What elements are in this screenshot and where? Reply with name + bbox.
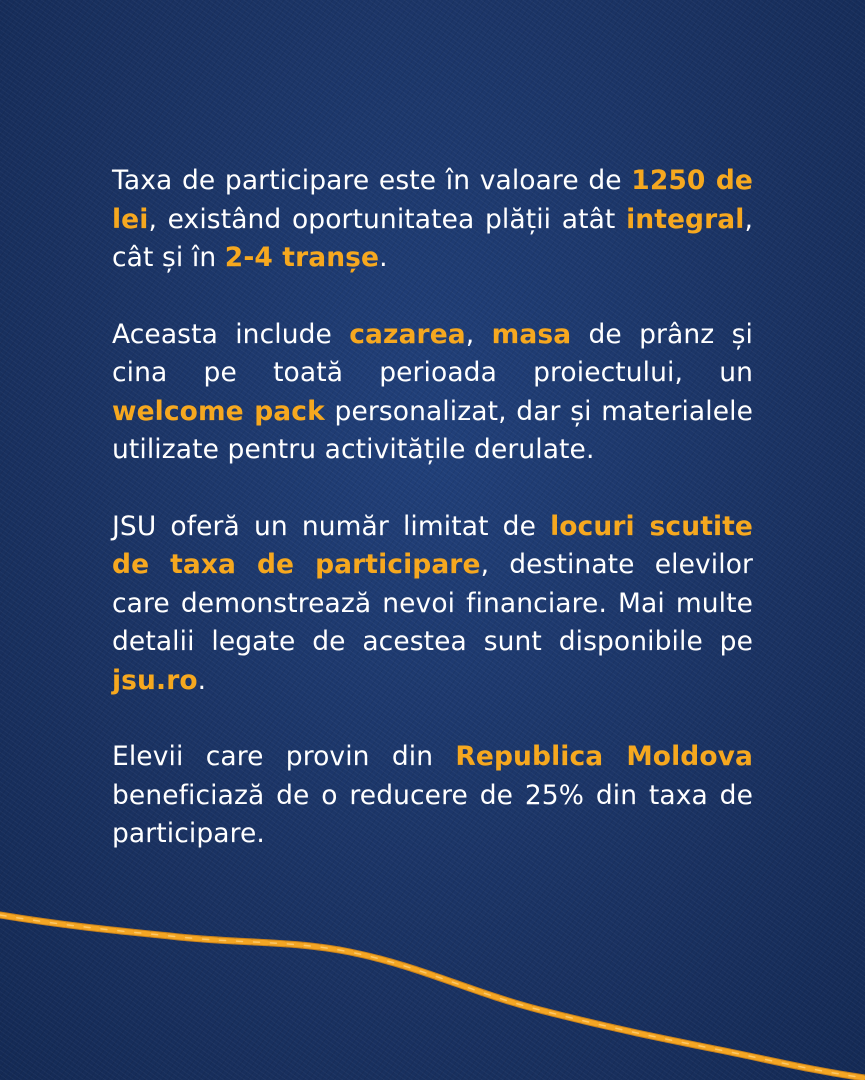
text-segment: Aceasta include: [112, 318, 350, 350]
text-segment: personalizat, dar și materialele utilizate pentru activitățile derulate.: [112, 395, 753, 465]
text-segment: .: [197, 664, 207, 696]
website-link[interactable]: jsu.ro: [112, 664, 198, 696]
paragraph-scholarships: [112, 508, 753, 701]
highlight-amount: 1250 de lei: [112, 165, 754, 235]
text-segment: , destinate elevilor care demonstrează nevoi financiare. Mai multe detalii legate de acestea sunt disponibile pe: [112, 549, 754, 657]
paragraph-includes: [112, 316, 753, 470]
text-body: [112, 162, 753, 892]
highlight-free-places: locuri scutite de taxa de participare: [112, 510, 753, 580]
stitched-thread-decoration: [0, 900, 865, 1080]
text-segment: de prânz și cina pe toată perioada proiectului, un: [112, 318, 753, 388]
highlight-integral: integral: [626, 203, 745, 235]
highlight-meals: masa: [491, 318, 572, 350]
highlight-welcome-pack: welcome pack: [112, 395, 325, 427]
text-segment: Taxa de participare este în valoare de: [112, 165, 632, 196]
paragraph-fee: [112, 162, 753, 278]
paragraph-moldova: [112, 738, 753, 854]
highlight-installments: 2-4 tranșe: [224, 242, 380, 273]
text-segment: , existând oportunitatea plății atât: [148, 203, 627, 235]
text-segment: ,: [465, 318, 492, 350]
text-segment: , cât și în: [112, 203, 753, 273]
text-segment: JSU oferă un număr limitat de: [112, 510, 551, 542]
highlight-moldova: Republica Moldova: [455, 741, 754, 772]
highlight-accommodation: cazarea: [349, 318, 466, 350]
text-segment: .: [379, 242, 388, 273]
text-segment: beneficiază de o reducere de 25% din taxa de participare.: [112, 779, 753, 849]
text-segment: Elevii care provin din: [112, 741, 456, 772]
